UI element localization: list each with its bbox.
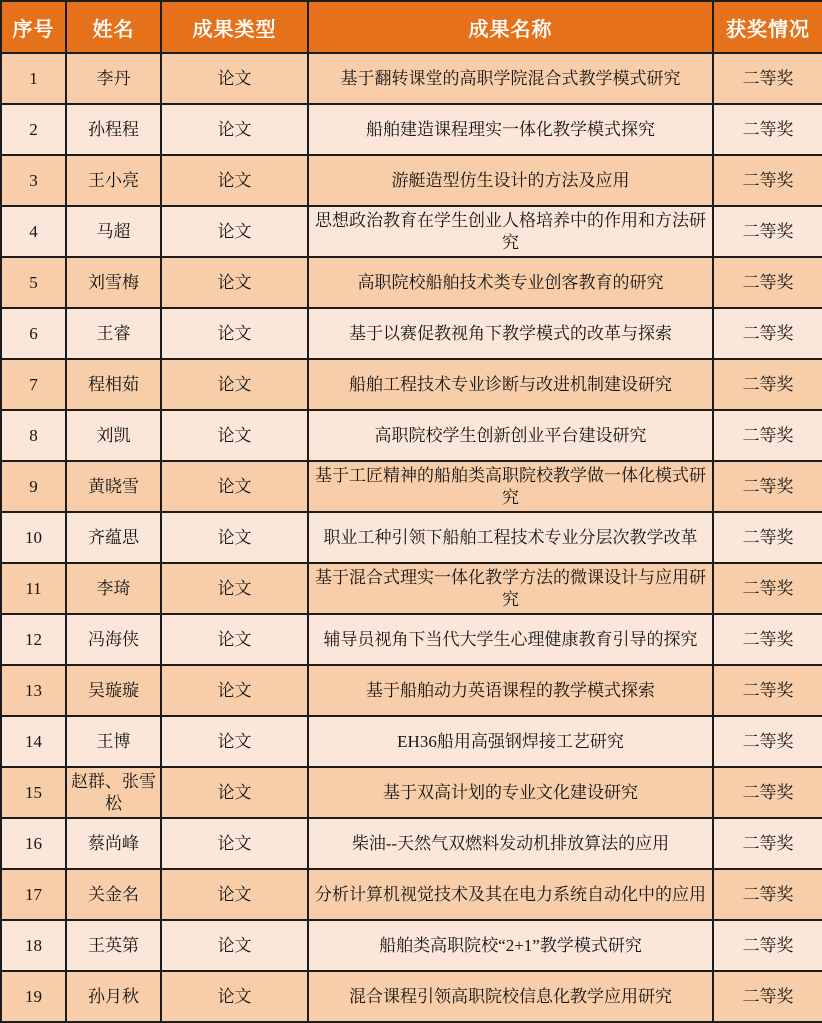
table-row (1, 308, 822, 359)
name-cell: 蔡尚峰 (66, 818, 161, 869)
row-number-cell: 17 (1, 869, 66, 920)
row-number-cell: 1 (1, 53, 66, 104)
row-number-cell: 9 (1, 461, 66, 512)
column-header-title: 成果名称 (308, 1, 713, 53)
award-cell: 二等奖 (713, 53, 822, 104)
achievement-title-cell: 基于以赛促教视角下教学模式的改革与探索 (308, 308, 713, 359)
table-row (1, 104, 822, 155)
achievement-title-cell: 分析计算机视觉技术及其在电力系统自动化中的应用 (308, 869, 713, 920)
achievement-type-cell: 论文 (161, 206, 308, 257)
name-cell: 马超 (66, 206, 161, 257)
achievement-title-cell: 柴油--天然气双燃料发动机排放算法的应用 (308, 818, 713, 869)
name-cell: 齐蕴思 (66, 512, 161, 563)
table-row (1, 869, 822, 920)
row-number-cell: 5 (1, 257, 66, 308)
table-row (1, 206, 822, 257)
row-number-cell: 10 (1, 512, 66, 563)
achievement-type-cell: 论文 (161, 818, 308, 869)
row-number-cell: 6 (1, 308, 66, 359)
award-cell: 二等奖 (713, 869, 822, 920)
row-number-cell: 13 (1, 665, 66, 716)
table-row (1, 155, 822, 206)
name-cell: 黄晓雪 (66, 461, 161, 512)
achievement-type-cell: 论文 (161, 257, 308, 308)
table-body (1, 53, 822, 1022)
achievement-type-cell: 论文 (161, 308, 308, 359)
achievement-title-cell: 船舶工程技术专业诊断与改进机制建设研究 (308, 359, 713, 410)
table-row (1, 920, 822, 971)
name-cell: 程相茹 (66, 359, 161, 410)
column-header-no: 序号 (1, 1, 66, 53)
achievement-title-cell: 船舶类高职院校“2+1”教学模式研究 (308, 920, 713, 971)
achievement-title-cell: 基于翻转课堂的高职学院混合式教学模式研究 (308, 53, 713, 104)
award-cell: 二等奖 (713, 920, 822, 971)
row-number-cell: 4 (1, 206, 66, 257)
table-row (1, 614, 822, 665)
award-cell: 二等奖 (713, 308, 822, 359)
table-row (1, 665, 822, 716)
row-number-cell: 7 (1, 359, 66, 410)
name-cell: 李琦 (66, 563, 161, 614)
achievement-type-cell: 论文 (161, 155, 308, 206)
achievement-title-cell: 高职院校船舶技术类专业创客教育的研究 (308, 257, 713, 308)
name-cell: 刘雪梅 (66, 257, 161, 308)
achievement-type-cell: 论文 (161, 767, 308, 818)
achievement-type-cell: 论文 (161, 104, 308, 155)
achievement-title-cell: 基于双高计划的专业文化建设研究 (308, 767, 713, 818)
award-cell: 二等奖 (713, 767, 822, 818)
row-number-cell: 11 (1, 563, 66, 614)
row-number-cell: 15 (1, 767, 66, 818)
award-cell: 二等奖 (713, 359, 822, 410)
award-cell: 二等奖 (713, 614, 822, 665)
row-number-cell: 8 (1, 410, 66, 461)
row-number-cell: 2 (1, 104, 66, 155)
row-number-cell: 12 (1, 614, 66, 665)
table-row (1, 53, 822, 104)
name-cell: 王英第 (66, 920, 161, 971)
achievement-type-cell: 论文 (161, 971, 308, 1022)
award-cell: 二等奖 (713, 665, 822, 716)
table-row (1, 461, 822, 512)
name-cell: 吴璇璇 (66, 665, 161, 716)
award-cell: 二等奖 (713, 104, 822, 155)
award-cell: 二等奖 (713, 206, 822, 257)
table-row (1, 359, 822, 410)
achievement-type-cell: 论文 (161, 920, 308, 971)
achievement-type-cell: 论文 (161, 614, 308, 665)
column-header-name: 姓名 (66, 1, 161, 53)
achievement-title-cell: 船舶建造课程理实一体化教学模式探究 (308, 104, 713, 155)
achievement-type-cell: 论文 (161, 410, 308, 461)
achievement-title-cell: 职业工种引领下船舶工程技术专业分层次教学改革 (308, 512, 713, 563)
row-number-cell: 16 (1, 818, 66, 869)
table-row (1, 971, 822, 1022)
award-cell: 二等奖 (713, 818, 822, 869)
name-cell: 关金名 (66, 869, 161, 920)
name-cell: 王小亮 (66, 155, 161, 206)
achievement-title-cell: 基于船舶动力英语课程的教学模式探索 (308, 665, 713, 716)
achievement-type-cell: 论文 (161, 716, 308, 767)
achievement-type-cell: 论文 (161, 512, 308, 563)
award-cell: 二等奖 (713, 410, 822, 461)
achievement-title-cell: 思想政治教育在学生创业人格培养中的作用和方法研究 (308, 206, 713, 257)
award-cell: 二等奖 (713, 461, 822, 512)
achievement-title-cell: EH36船用高强钢焊接工艺研究 (308, 716, 713, 767)
name-cell: 冯海侠 (66, 614, 161, 665)
table-row (1, 716, 822, 767)
award-cell: 二等奖 (713, 716, 822, 767)
row-number-cell: 14 (1, 716, 66, 767)
table-row (1, 512, 822, 563)
achievement-type-cell: 论文 (161, 665, 308, 716)
achievement-type-cell: 论文 (161, 563, 308, 614)
award-cell: 二等奖 (713, 563, 822, 614)
table-row (1, 257, 822, 308)
achievement-type-cell: 论文 (161, 359, 308, 410)
achievement-type-cell: 论文 (161, 53, 308, 104)
award-cell: 二等奖 (713, 512, 822, 563)
achievement-title-cell: 高职院校学生创新创业平台建设研究 (308, 410, 713, 461)
name-cell: 孙月秋 (66, 971, 161, 1022)
name-cell: 刘凯 (66, 410, 161, 461)
award-cell: 二等奖 (713, 155, 822, 206)
table-row (1, 767, 822, 818)
header-row (1, 1, 822, 53)
name-cell: 李丹 (66, 53, 161, 104)
award-cell: 二等奖 (713, 971, 822, 1022)
row-number-cell: 3 (1, 155, 66, 206)
table-row (1, 563, 822, 614)
achievement-title-cell: 基于混合式理实一体化教学方法的微课设计与应用研究 (308, 563, 713, 614)
name-cell: 王博 (66, 716, 161, 767)
achievement-title-cell: 游艇造型仿生设计的方法及应用 (308, 155, 713, 206)
achievement-title-cell: 混合课程引领高职院校信息化教学应用研究 (308, 971, 713, 1022)
name-cell: 孙程程 (66, 104, 161, 155)
column-header-type: 成果类型 (161, 1, 308, 53)
table-row (1, 410, 822, 461)
row-number-cell: 19 (1, 971, 66, 1022)
name-cell: 赵群、张雪松 (66, 767, 161, 818)
achievement-type-cell: 论文 (161, 461, 308, 512)
achievement-title-cell: 基于工匠精神的船舶类高职院校教学做一体化模式研究 (308, 461, 713, 512)
achievement-type-cell: 论文 (161, 869, 308, 920)
row-number-cell: 18 (1, 920, 66, 971)
award-cell: 二等奖 (713, 257, 822, 308)
table-row (1, 818, 822, 869)
achievement-title-cell: 辅导员视角下当代大学生心理健康教育引导的探究 (308, 614, 713, 665)
column-header-award: 获奖情况 (713, 1, 822, 53)
name-cell: 王睿 (66, 308, 161, 359)
table-header (1, 1, 822, 53)
